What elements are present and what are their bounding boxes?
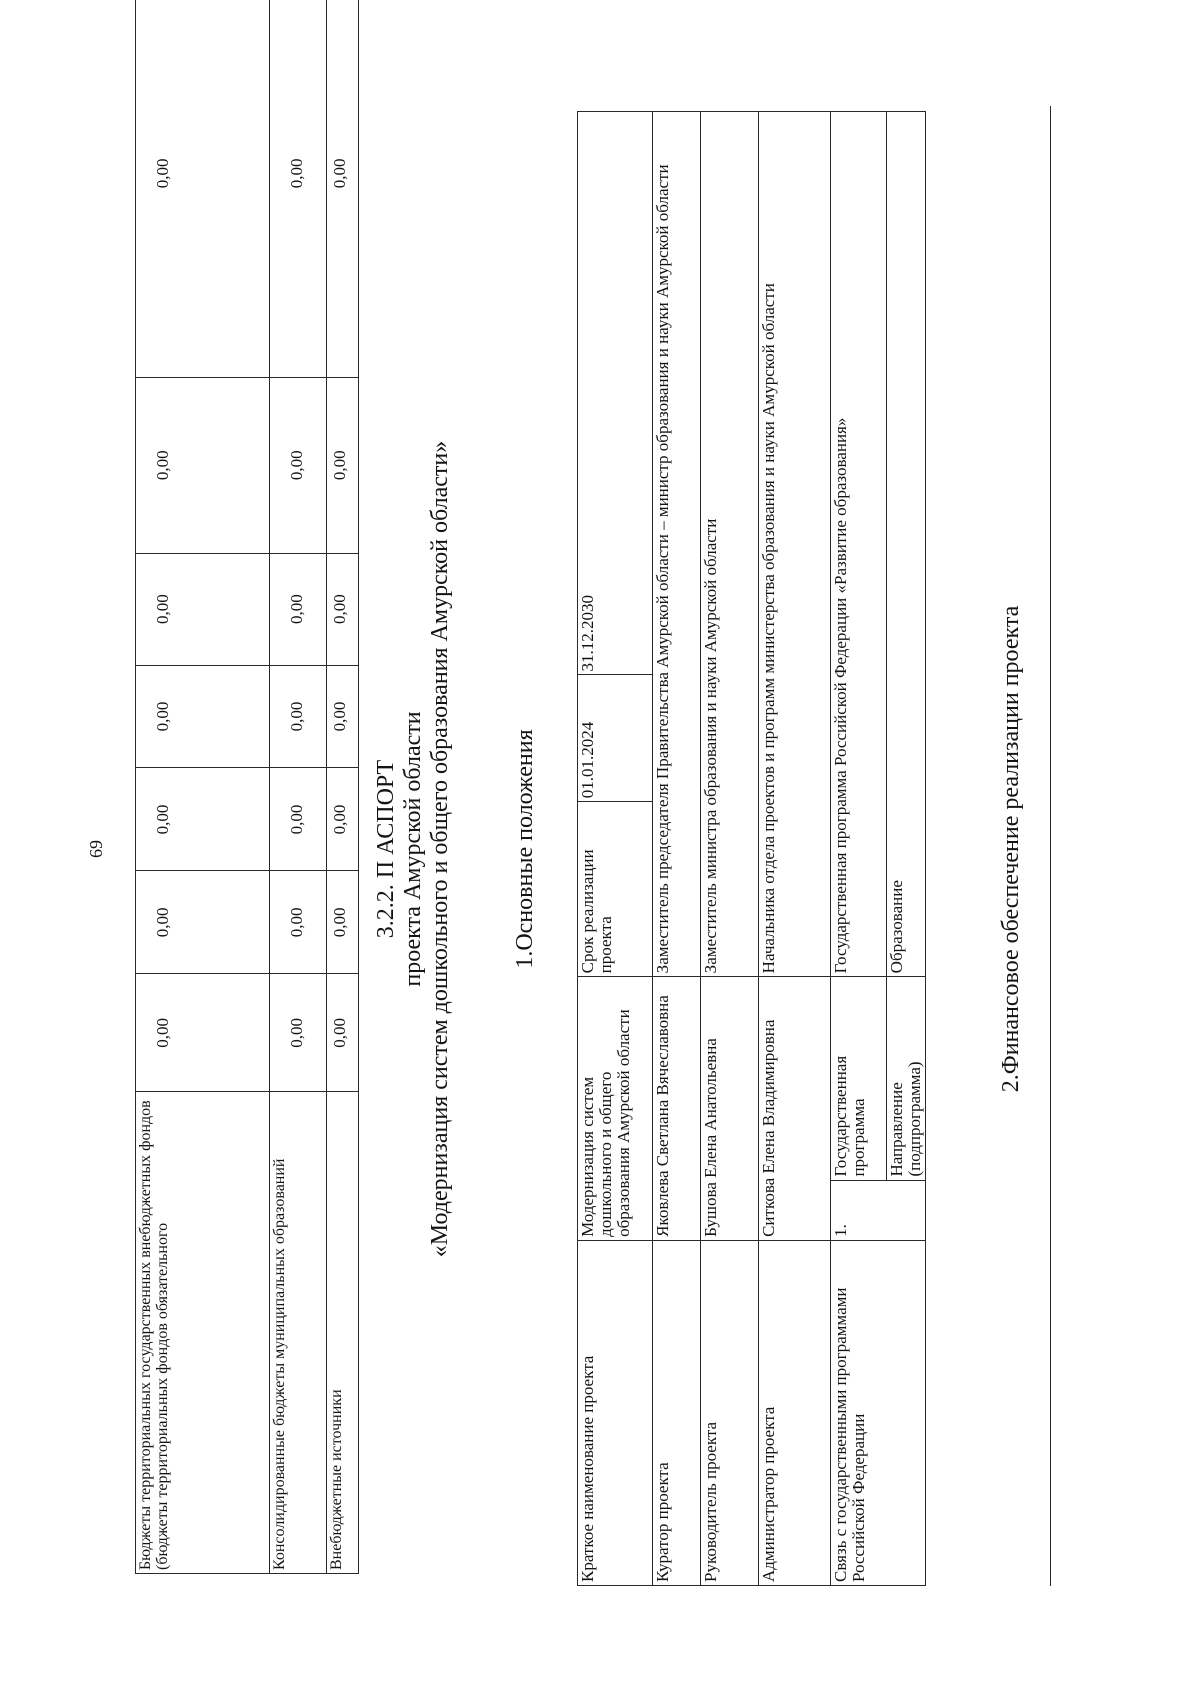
table-cell: 0,00 [270,553,327,665]
table-cell: 0,00 [327,553,359,665]
passport-title: 3.2.2. П АСПОРТ [373,759,399,939]
table-cell: 0,00 [270,871,327,974]
table-cell: 0,00 [270,768,327,871]
term-label: Срок реализации проекта [578,802,653,977]
table-cell: 0,00 [136,665,270,768]
state-program-label: Государственная программа [831,977,887,1180]
program-link-number: 1. [831,1180,887,1240]
row-label: Внебюджетные источники [327,1092,359,1574]
state-program-value: Государственная программа Российской Федерации «Развитие образования» [831,112,887,977]
admin-label: Администратор проекта [759,1240,831,1585]
direction-value: Образование [887,112,926,977]
table-cell: 0,00 [327,768,359,871]
divider-line [1050,106,1051,1586]
page-number: 69 [86,840,106,858]
table-cell: 0,00 [136,768,270,871]
section-heading-basic-provisions: 1.Основные положения [512,729,538,969]
table-cell: 0,00 [270,377,327,553]
curator-label: Куратор проекта [653,1240,701,1585]
head-position: Заместитель министра образования и науки Амурской области [701,112,759,977]
table-cell: 0,00 [136,0,270,377]
basic-provisions-table [577,111,926,1586]
direction-label: Направление (подпрограмма) [887,977,926,1180]
table-row [136,0,270,1574]
table-cell: 0,00 [327,0,359,377]
curator-position: Заместитель председателя Правительства Амурской области – министр образования и науки Амурской области [653,112,701,977]
row-label: Бюджеты территориальных государственных внебюджетных фондов (бюджеты территориальных фондов обязательного [136,1092,270,1574]
table-row [831,112,887,1586]
short-name-value: Модернизация систем дошкольного и общего образования Амурской области [578,977,653,1241]
table-row [701,112,759,1586]
table-cell: 0,00 [270,665,327,768]
admin-position: Начальника отдела проектов и программ министерства образования и науки Амурской области [759,112,831,977]
curator-name: Яковлева Светлана Вячеславовна [653,977,701,1241]
table-row [759,112,831,1586]
table-cell: 0,00 [136,377,270,553]
table-cell: 0,00 [327,871,359,974]
table-cell: 0,00 [270,0,327,377]
table-cell: 0,00 [136,871,270,974]
table-row [270,0,327,1574]
table-cell: 0,00 [327,377,359,553]
table-cell: 0,00 [327,974,359,1092]
program-link-label: Связь с государственными программами Российской Федерации [831,1240,926,1585]
section-heading-financing: 2.Финансовое обеспечение реализации проекта [998,605,1024,1093]
head-name: Бушова Елена Анатольевна [701,977,759,1241]
program-link-spacer [887,1180,926,1240]
table-row [327,0,359,1574]
term-end: 31.12.2030 [578,112,653,675]
head-label: Руководитель проекта [701,1240,759,1585]
row-label: Консолидированные бюджеты муниципальных образований [270,1092,327,1574]
project-name: «Модернизация систем дошкольного и общего образования Амурской области» [426,440,453,1258]
short-name-label: Краткое наименование проекта [578,1240,653,1585]
table-row [653,112,701,1586]
term-start: 01.01.2024 [578,675,653,802]
funding-sources-table [135,0,359,1574]
table-row [578,112,653,1586]
passport-subtitle: проекта Амурской области [399,711,426,987]
passport-heading [373,299,454,1399]
table-cell: 0,00 [136,553,270,665]
table-cell: 0,00 [270,974,327,1092]
admin-name: Ситкова Елена Владимировна [759,977,831,1241]
table-cell: 0,00 [136,974,270,1092]
table-cell: 0,00 [327,665,359,768]
